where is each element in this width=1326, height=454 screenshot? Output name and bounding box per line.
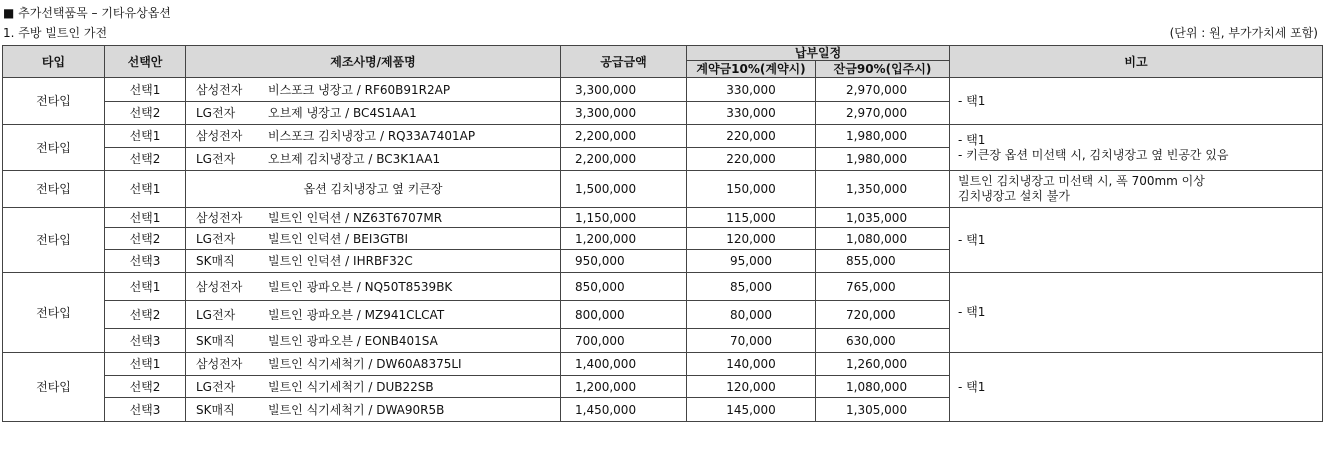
option-cell: 선택2 (105, 376, 186, 398)
product-cell (186, 301, 561, 329)
product-cell (186, 398, 561, 422)
product-name: 빌트인 식기세척기 / DW60A8375LI (268, 357, 462, 371)
header-type: 타입 (3, 46, 105, 78)
remark-line: - 택1 (958, 93, 986, 108)
product-cell (186, 125, 561, 148)
product-name: 비스포크 김치냉장고 / RQ33A7401AP (268, 129, 476, 143)
option-cell: 선택3 (105, 250, 186, 273)
option-cell: 선택1 (105, 273, 186, 301)
type-cell: 전타입 (3, 171, 105, 208)
maker-name: LG전자 (196, 106, 236, 120)
balance-cell: 765,000 (816, 273, 950, 301)
section-title: 1. 주방 빌트인 가전 (3, 26, 108, 40)
options-table (2, 45, 1323, 422)
maker-name: SK매직 (196, 402, 235, 417)
maker-name: LG전자 (196, 152, 236, 166)
product-cell (186, 250, 561, 273)
option-cell: 선택1 (105, 125, 186, 148)
option-cell: 선택3 (105, 329, 186, 353)
product-name: 빌트인 광파오븐 / MZ941CLCAT (268, 307, 445, 322)
price-cell: 850,000 (561, 273, 687, 301)
deposit-cell: 85,000 (687, 273, 816, 301)
deposit-cell: 220,000 (687, 125, 816, 148)
deposit-cell: 70,000 (687, 329, 816, 353)
maker-name: 삼성전자 (196, 129, 243, 143)
header-price: 공급금액 (561, 46, 687, 78)
product-name: 빌트인 식기세척기 / DUB22SB (268, 379, 434, 394)
price-cell: 3,300,000 (561, 78, 687, 102)
price-cell: 1,200,000 (561, 376, 687, 398)
balance-cell: 1,350,000 (816, 171, 950, 208)
table-row (3, 78, 1323, 102)
product-name: 빌트인 식기세척기 / DWA90R5B (268, 402, 445, 417)
price-cell: 1,150,000 (561, 208, 687, 228)
deposit-cell: 95,000 (687, 250, 816, 273)
deposit-cell: 140,000 (687, 353, 816, 376)
option-cell: 선택2 (105, 228, 186, 250)
option-cell: 선택1 (105, 171, 186, 208)
price-cell: 2,200,000 (561, 148, 687, 171)
balance-cell: 2,970,000 (816, 78, 950, 102)
type-cell: 전타입 (3, 208, 105, 273)
balance-cell: 1,080,000 (816, 228, 950, 250)
table-body (3, 78, 1323, 422)
balance-cell: 720,000 (816, 301, 950, 329)
remark-cell (950, 171, 1323, 208)
product-cell (186, 148, 561, 171)
price-cell: 2,200,000 (561, 125, 687, 148)
balance-cell: 2,970,000 (816, 102, 950, 125)
remark-cell (950, 78, 1323, 125)
table-row (3, 353, 1323, 376)
maker-name: 삼성전자 (196, 82, 243, 97)
product-cell (186, 353, 561, 376)
price-cell: 1,450,000 (561, 398, 687, 422)
product-cell (186, 228, 561, 250)
deposit-cell: 330,000 (687, 78, 816, 102)
header-remark: 비고 (950, 46, 1323, 78)
option-cell: 선택2 (105, 301, 186, 329)
price-cell: 950,000 (561, 250, 687, 273)
price-cell: 800,000 (561, 301, 687, 329)
price-cell: 1,500,000 (561, 171, 687, 208)
option-cell: 선택1 (105, 208, 186, 228)
balance-cell: 630,000 (816, 329, 950, 353)
header-product: 제조사명/제품명 (186, 46, 561, 78)
deposit-cell: 330,000 (687, 102, 816, 125)
maker-name: 삼성전자 (196, 357, 243, 371)
price-cell: 1,200,000 (561, 228, 687, 250)
maker-name: 삼성전자 (196, 210, 243, 225)
product-cell (186, 208, 561, 228)
remark-line: - 택1 (958, 379, 986, 394)
table-row (3, 273, 1323, 301)
balance-cell: 1,980,000 (816, 148, 950, 171)
balance-cell: 1,080,000 (816, 376, 950, 398)
remark-cell (950, 273, 1323, 353)
document-title: ■ 추가선택품목 – 기타유상옵션 (3, 6, 171, 20)
unit-note: (단위 : 원, 부가가치세 포함) (1169, 26, 1318, 40)
header-row-top (3, 46, 1323, 61)
balance-cell: 855,000 (816, 250, 950, 273)
deposit-cell: 120,000 (687, 228, 816, 250)
price-cell: 3,300,000 (561, 102, 687, 125)
type-cell: 전타입 (3, 125, 105, 171)
balance-cell: 1,980,000 (816, 125, 950, 148)
price-cell: 700,000 (561, 329, 687, 353)
price-cell: 1,400,000 (561, 353, 687, 376)
remark-cell (950, 353, 1323, 422)
product-name: 오브제 김치냉장고 / BC3K1AA1 (268, 152, 441, 166)
product-name: 비스포크 냉장고 / RF60B91R2AP (268, 82, 451, 97)
table-row (3, 125, 1323, 148)
product-name: 빌트인 인덕션 / BEI3GTBI (268, 231, 408, 246)
maker-name: 삼성전자 (196, 279, 243, 294)
table-row (3, 208, 1323, 228)
remark-line: - 택1 (958, 232, 986, 247)
table-row (3, 171, 1323, 208)
deposit-cell: 80,000 (687, 301, 816, 329)
type-cell: 전타입 (3, 273, 105, 353)
maker-name: LG전자 (196, 307, 236, 322)
product-name: 빌트인 인덕션 / IHRBF32C (268, 254, 413, 268)
balance-cell: 1,305,000 (816, 398, 950, 422)
balance-cell: 1,035,000 (816, 208, 950, 228)
maker-name: SK매직 (196, 333, 235, 348)
product-name: 빌트인 광파오븐 / NQ50T8539BK (268, 279, 453, 294)
header-balance: 잔금90%(입주시) (816, 61, 950, 78)
product-cell (186, 329, 561, 353)
option-cell: 선택2 (105, 148, 186, 171)
option-cell: 선택2 (105, 102, 186, 125)
maker-name: LG전자 (196, 231, 236, 246)
deposit-cell: 120,000 (687, 376, 816, 398)
remark-line: 빌트인 김치냉장고 미선택 시, 폭 700mm 이상 (958, 174, 1205, 188)
remark-line: - 키큰장 옵션 미선택 시, 김치냉장고 옆 빈공간 있음 (958, 147, 1229, 162)
type-cell: 전타입 (3, 353, 105, 422)
type-cell: 전타입 (3, 78, 105, 125)
remark-line: - 택1 (958, 305, 986, 319)
remark-cell (950, 125, 1323, 171)
remark-line: - 택1 (958, 132, 986, 147)
option-cell: 선택3 (105, 398, 186, 422)
product-cell (186, 102, 561, 125)
product-cell (186, 376, 561, 398)
header-schedule: 납부일정 (687, 46, 950, 61)
remark-line: 김치냉장고 설치 불가 (958, 189, 1070, 203)
header-option: 선택안 (105, 46, 186, 78)
option-cell: 선택1 (105, 78, 186, 102)
balance-cell: 1,260,000 (816, 353, 950, 376)
product-cell (186, 273, 561, 301)
product-cell (186, 171, 561, 208)
product-name: 빌트인 인덕션 / NZ63T6707MR (268, 210, 443, 225)
remark-cell (950, 208, 1323, 273)
product-name: 오브제 냉장고 / BC4S1AA1 (268, 106, 417, 120)
maker-name: SK매직 (196, 254, 235, 268)
product-name: 빌트인 광파오븐 / EONB401SA (268, 333, 438, 348)
deposit-cell: 115,000 (687, 208, 816, 228)
header-deposit: 계약금10%(계약시) (687, 61, 816, 78)
product-cell (186, 78, 561, 102)
deposit-cell: 145,000 (687, 398, 816, 422)
maker-name: LG전자 (196, 379, 236, 394)
deposit-cell: 220,000 (687, 148, 816, 171)
option-cell: 선택1 (105, 353, 186, 376)
product-name: 옵션 김치냉장고 옆 키큰장 (303, 182, 443, 196)
deposit-cell: 150,000 (687, 171, 816, 208)
